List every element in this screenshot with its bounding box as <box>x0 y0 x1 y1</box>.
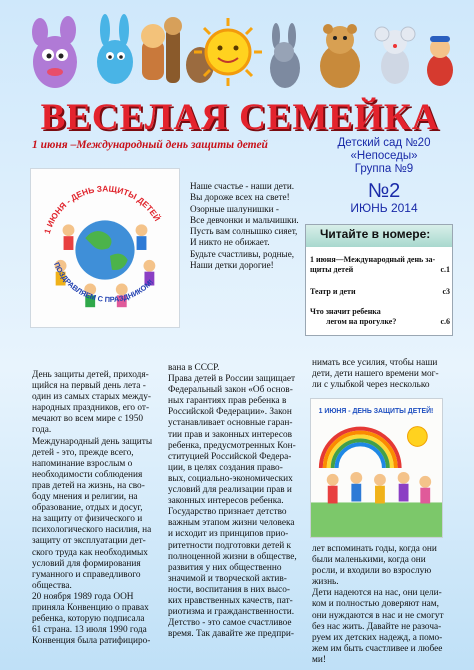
article-line: ности, воспитания в них высо- <box>168 584 290 595</box>
article-line: ритетности подготовки детей к <box>168 540 292 551</box>
article-line: напоминание взрослым о <box>32 458 133 469</box>
poem-line: И никто не обижает. <box>190 237 270 248</box>
newspaper-title: ВЕСЕЛАЯ СЕМЕЙКА <box>40 97 440 138</box>
issue-date: ИЮНЬ 2014 <box>350 201 418 215</box>
toc-item-page: с.6 <box>440 317 450 326</box>
article-line: были маленькими, когда они <box>312 555 426 566</box>
article-line: условий для реализации прав и <box>168 485 292 496</box>
article-line: руем их детских надежд, а помо- <box>312 632 443 643</box>
characters-group-icon <box>141 17 214 83</box>
article-line: образование, отдых и досуг, <box>32 503 143 514</box>
article-line: ком и полностью доверяют нам, <box>312 599 440 610</box>
article-line: ребенка, которую подписала <box>32 614 145 625</box>
article-line: и исходит из принципов прио- <box>168 529 289 540</box>
toc-item-title: щиты детей <box>310 265 354 274</box>
article-line: на защиту от физического и <box>32 514 143 525</box>
article-line: года. <box>32 425 52 436</box>
article-line: тии прав и законных интересов <box>168 429 293 440</box>
article-line: народных праздников, его от- <box>32 403 150 414</box>
poem-line: Вы дороже всех на свете! <box>190 192 290 203</box>
article-line: мечают во всем мире с 1950 <box>32 414 143 425</box>
article-line: психологического насилия, на <box>32 525 152 536</box>
bear-icon <box>320 24 360 88</box>
poem-line: Наше счастье - наши дети. <box>190 181 295 191</box>
kindergarten-line: Группа №9 <box>354 163 414 175</box>
article-line: боду мнения и религии, на <box>32 492 138 503</box>
article-line: ных гарантиях прав ребенка в <box>168 396 287 407</box>
globe-icon <box>75 220 134 279</box>
article-line: 61 страна. 13 июля 1990 года <box>32 625 147 636</box>
article-line: Дети надеются на нас, они цели- <box>312 588 442 599</box>
article-line: вана в СССР. <box>168 363 220 373</box>
kindergarten-info <box>310 137 458 176</box>
toc-item <box>310 307 450 327</box>
article-line: Федеральный закон «Об основ- <box>168 385 293 396</box>
article-line: Международный день защиты <box>32 436 153 447</box>
poster-bottom-text: ПОЗДРАВЛЯЕМ С ПРАЗДНИКОМ! <box>52 260 156 305</box>
drawn-children-icon <box>327 472 431 504</box>
article-line: Государство признает детство <box>168 507 287 518</box>
article-line: Детство - это самое счастливое <box>168 618 292 629</box>
mouse-icon <box>375 27 415 84</box>
article-column-1 <box>32 370 157 647</box>
article-column-2 <box>168 363 302 640</box>
toc-item <box>310 287 450 297</box>
cartoon-characters-banner <box>0 0 474 100</box>
article-line: росли, и входили во взрослую <box>312 566 432 577</box>
article-line: Российской Федерации». Закон <box>168 407 292 418</box>
article-line: Конвенция была ратифициро- <box>32 636 151 647</box>
poem-line: Будьте счастливы, родные, <box>190 248 295 259</box>
article-column-3-bottom <box>312 544 450 666</box>
article-column-3-top <box>312 358 450 391</box>
article-line: без нас жить. Давайте не разоча- <box>312 621 442 632</box>
donkey-icon <box>270 23 300 88</box>
issue-number: №2 <box>367 180 401 202</box>
article-line: жем им быть счастливее и любее <box>312 643 443 654</box>
article-line: ребенка, предусмотренных Кон- <box>168 440 296 451</box>
article-line: риотизма и гражданственности. <box>168 607 295 618</box>
article-line: ких нравственных качеств, пат- <box>168 595 293 606</box>
article-line: 20 ноября 1989 года ООН <box>32 591 134 602</box>
table-of-contents <box>305 224 453 336</box>
article-line: они нуждаются в нас и не смогут <box>312 610 444 621</box>
toc-item-page: с3 <box>442 287 450 296</box>
article-line: лет вспоминать годы, когда они <box>312 544 437 554</box>
article-line: развития у них общественно <box>168 562 282 573</box>
article-line: полноценной жизни в обществе, <box>168 551 297 562</box>
red-character-icon <box>427 36 453 86</box>
article-line: важным этапом жизни человека <box>168 518 295 529</box>
poem-line: Наши детки дорогие! <box>190 260 274 271</box>
article-line: время. Так давайте же предпри- <box>168 629 294 640</box>
article-line: приняла Конвенцию о правах <box>32 602 149 613</box>
article-line: ми! <box>312 654 326 665</box>
toc-item-title: Что значит ребенка <box>310 307 381 316</box>
article-line: жизнь. <box>312 577 339 588</box>
article-line: ского труда как необходимых <box>32 547 148 558</box>
article-line: дети, дети нашего времени мог- <box>312 369 439 380</box>
kindergarten-line: Детский сад №20 <box>337 137 431 149</box>
article-line: условий для формирования <box>32 558 141 569</box>
poster-arc-text: 1 ИЮНЯ - ДЕНЬ ЗАЩИТЫ ДЕТЕЙ <box>41 183 163 235</box>
poem-line: Все девчонки и мальчишки. <box>190 214 299 225</box>
poem-line: Пусть вам солнышко сияет, <box>190 226 298 237</box>
toc-item-title: легом на прогулке? <box>310 317 397 326</box>
article-line: устанавливает основные гаран- <box>168 418 293 429</box>
toc-item-page: с.1 <box>440 265 450 274</box>
article-line: детей - это, прежде всего, <box>32 447 134 458</box>
article-line: необходимости соблюдения <box>32 469 143 480</box>
article-line: один из самых старых между- <box>32 392 152 403</box>
article-line: Права детей в России защищает <box>168 374 296 385</box>
article-line: нимать все усилия, чтобы наши <box>312 358 438 368</box>
purple-creature-icon <box>32 16 77 88</box>
grass-icon <box>311 502 442 536</box>
article-line: законных интересов ребенка. <box>168 496 284 507</box>
article-line: гуманного и справедливого <box>32 569 141 580</box>
poem-line: Озорные шалунишки - <box>190 203 279 214</box>
children-globe-poster <box>30 168 180 328</box>
toc-item-title: 1 июня—Международный день за- <box>310 255 436 264</box>
poem <box>190 181 310 271</box>
sun-drawing-icon <box>408 427 428 447</box>
rainbow-icon <box>321 429 400 468</box>
article-line: вых, социально-экономических <box>168 473 293 484</box>
article-line: защиту от эксплуатации дет- <box>32 536 146 547</box>
toc-item-title: Театр и дети <box>310 287 356 296</box>
article-line: прав детей на жизнь, на сво- <box>32 480 145 491</box>
kindergarten-line: «Непоседы» <box>350 150 418 162</box>
article-line: значимой и творческой актив- <box>168 573 287 584</box>
holiday-subtitle: 1 июня –Международный день защиты детей <box>32 139 268 151</box>
poster-banner-text: 1 ИЮНЯ - ДЕНЬ ЗАЩИТЫ ДЕТЕЙ! <box>318 407 434 415</box>
article-line: щийся на первый день лета - <box>32 381 146 392</box>
article-line: ции, в целях создания право- <box>168 462 283 473</box>
article-line: ли с улыбкой через несколько <box>312 380 430 391</box>
toc-item <box>310 255 450 275</box>
blue-rabbit-icon <box>97 14 133 84</box>
article-line: общества. <box>32 580 72 591</box>
article-line: ституцией Российской Федера- <box>168 451 292 462</box>
article-line: День защиты детей, приходя- <box>32 370 149 380</box>
toc-heading: Читайте в номере: <box>306 225 452 247</box>
children-drawing-poster <box>310 398 443 538</box>
